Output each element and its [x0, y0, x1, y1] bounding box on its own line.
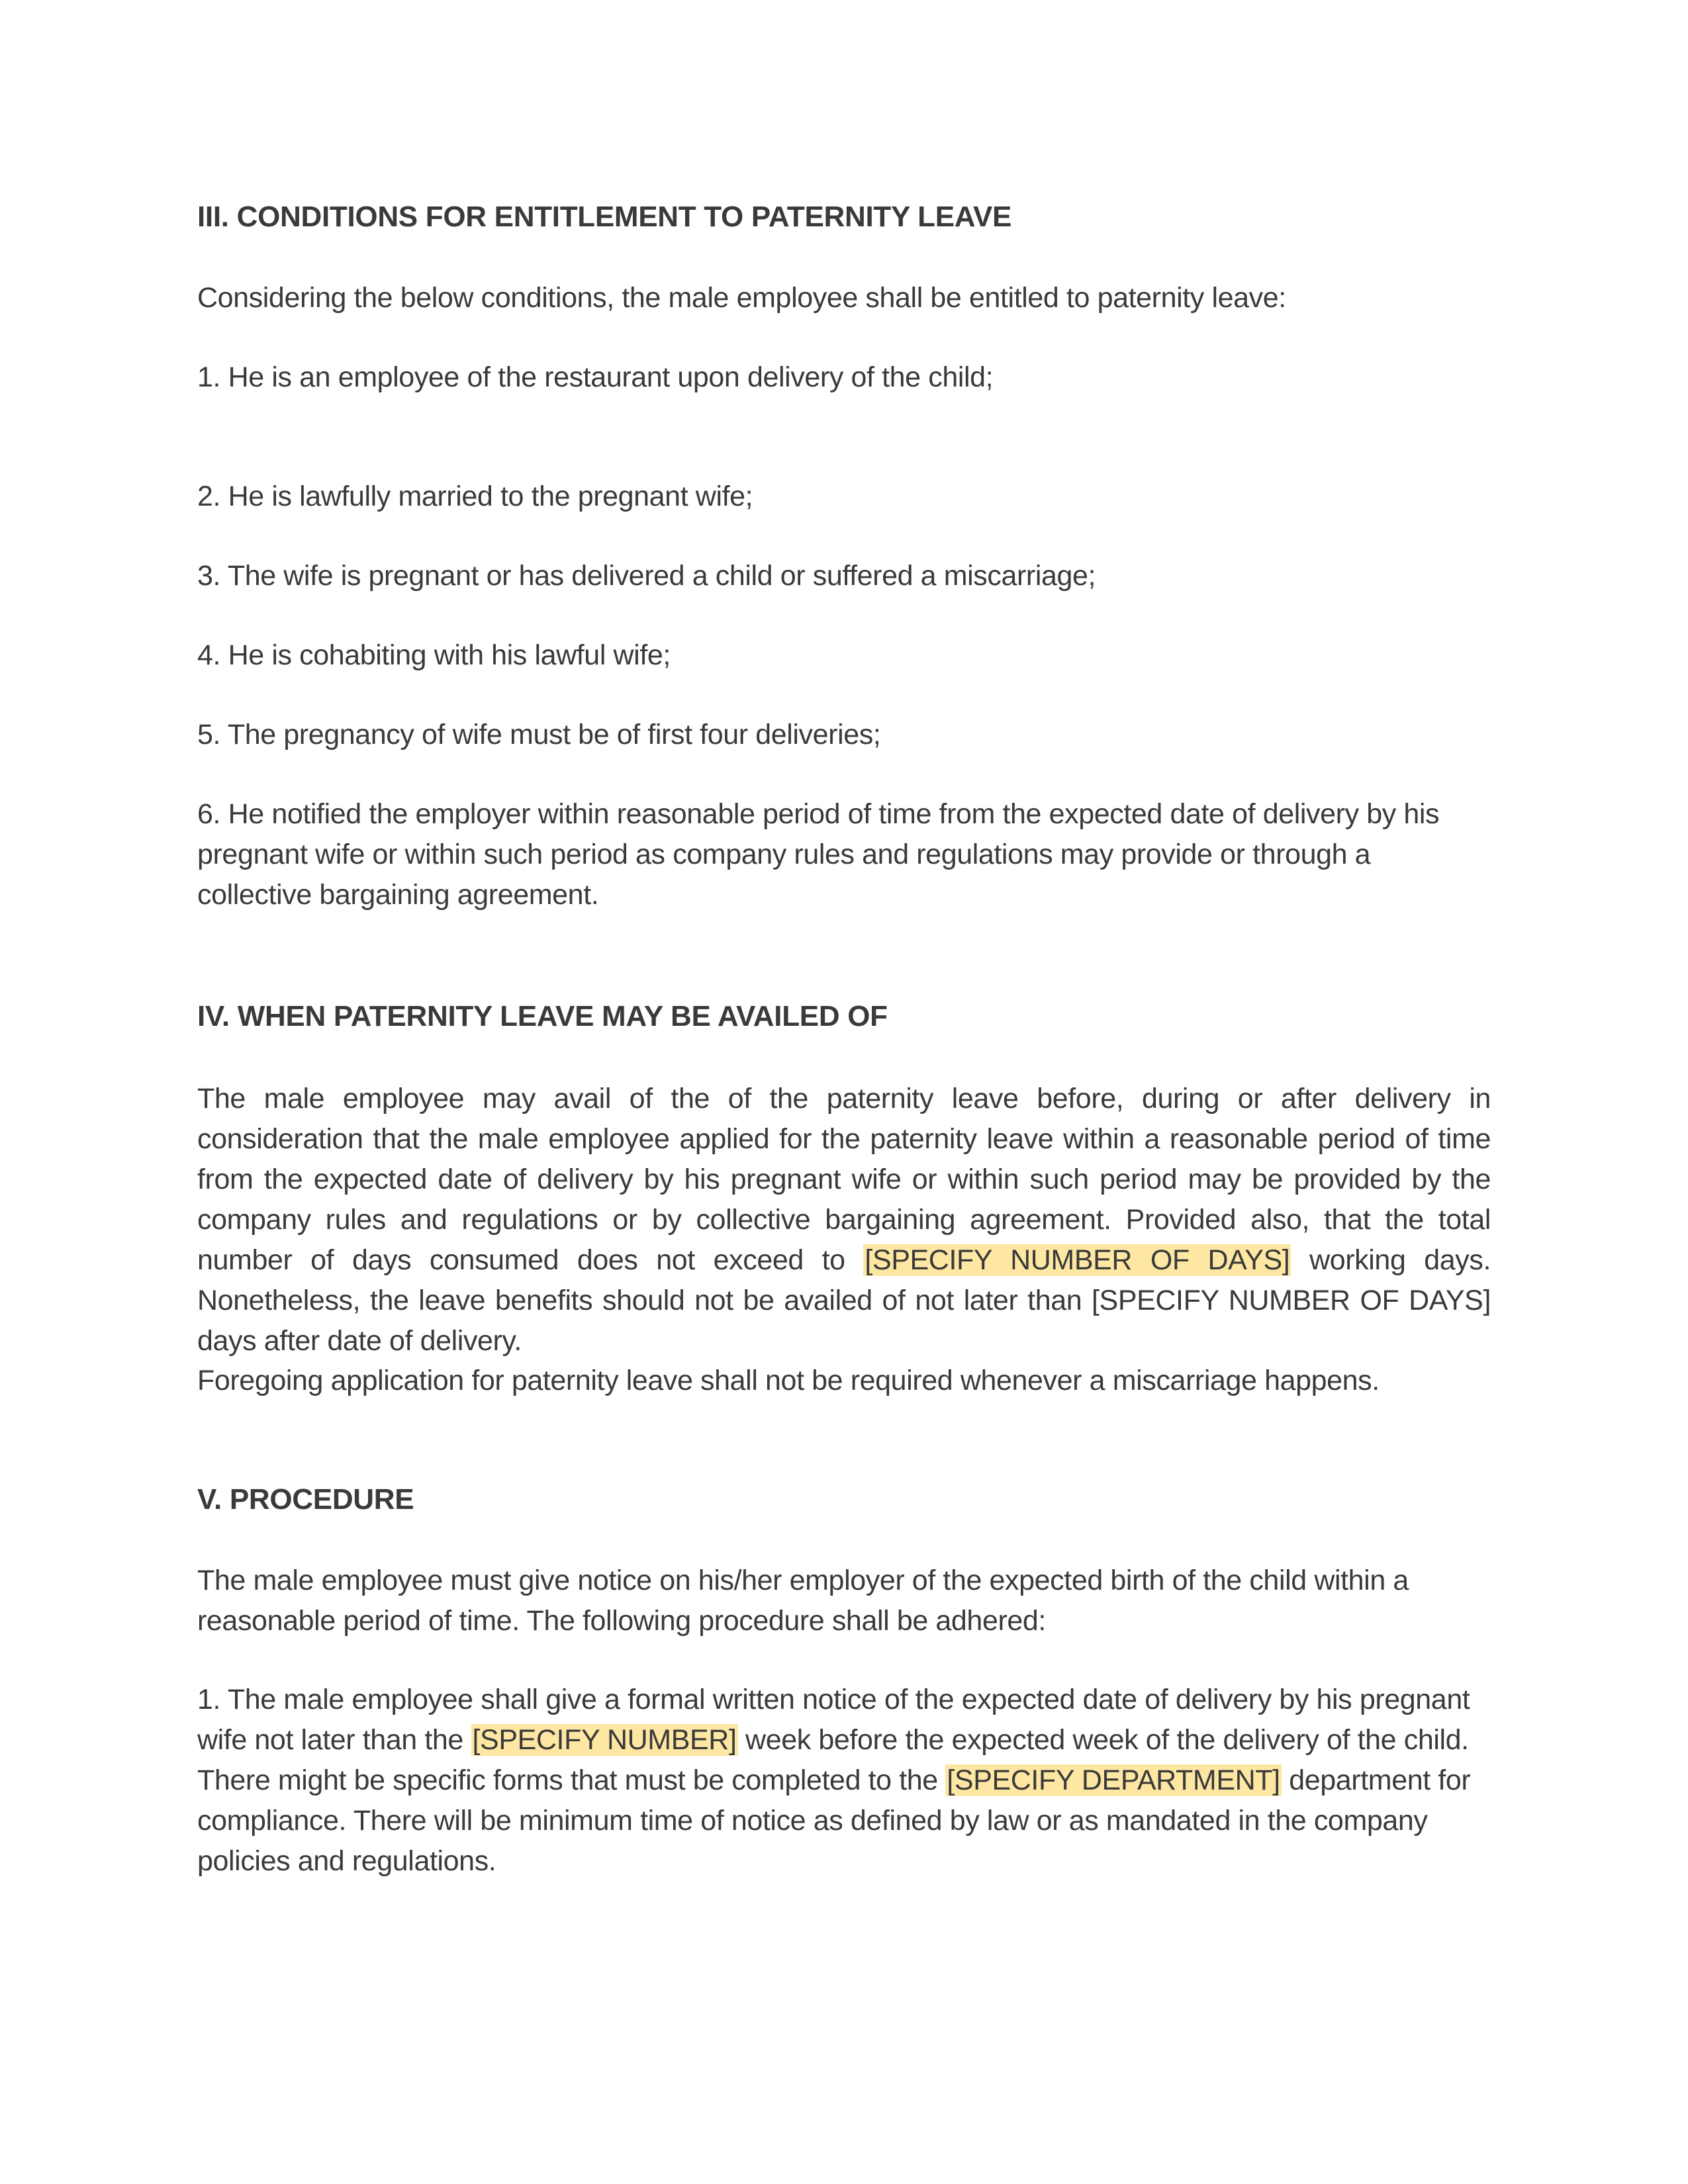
section-4-paragraph-1 [197, 1079, 1491, 1361]
condition-item-6: 6. He notified the employer within reasonable period of time from the expected date of delivery by his pregnant wife or within such period as company rules and regulations may provide or through a collective bargaining agreement. [197, 798, 1440, 911]
procedure-text-part-1: 1. The male employee shall give a formal written notice of the expected date of delivery by his pregnant wife not later than the [197, 1684, 1470, 1756]
condition-item-4: 4. He is cohabiting with his lawful wife; [197, 639, 671, 671]
section-5-heading: V. PROCEDURE [197, 1483, 414, 1516]
section-5-intro: The male employee must give notice on his/her employer of the expected birth of the child within a reasonable period of time. The following procedure shall be adhered: [197, 1565, 1409, 1637]
condition-item-2: 2. He is lawfully married to the pregnant wife; [197, 480, 753, 512]
placeholder-number-of-days: [SPECIFY NUMBER OF DAYS] [865, 1244, 1290, 1276]
section-4-paragraph-2: Foregoing application for paternity leave shall not be required whenever a miscarriage happens. [197, 1365, 1380, 1396]
section-4-text-part-1: The male employee may avail of the of the paternity leave before, during or after delivery in consideration that the male employee applied for the paternity leave within a reasonable period of time from the expected date of delivery by his pregnant wife or within such period may be provided by the company rules and regulations or by collective bargaining agreement. Provided also, that the total number of days consumed does not exceed to [197, 1083, 1491, 1276]
condition-item-5: 5. The pregnancy of wife must be of first four deliveries; [197, 719, 881, 751]
section-3-intro: Considering the below conditions, the male employee shall be entitled to paternity leave: [197, 282, 1286, 314]
section-3-heading: III. CONDITIONS FOR ENTITLEMENT TO PATERNITY LEAVE [197, 201, 1012, 233]
procedure-item-1 [197, 1680, 1491, 1882]
section-4-heading: IV. WHEN PATERNITY LEAVE MAY BE AVAILED OF [197, 1000, 888, 1032]
procedure-text-part-2: week before the expected week of the delivery of the child. There might be specific forms that must be completed to the [197, 1724, 1469, 1796]
placeholder-specify-number: [SPECIFY NUMBER] [472, 1724, 737, 1756]
condition-item-1: 1. He is an employee of the restaurant upon delivery of the child; [197, 361, 994, 393]
condition-item-3: 3. The wife is pregnant or has delivered a child or suffered a miscarriage; [197, 560, 1096, 592]
placeholder-specify-department: [SPECIFY DEPARTMENT] [947, 1764, 1280, 1796]
section-4-text-part-2: working days. Nonetheless, the leave benefits should not be availed of not later than [SPECIFY NUMBER OF DAYS] days after date of delivery. [197, 1244, 1491, 1357]
procedure-text-part-3: department for compliance. There will be minimum time of notice as defined by law or as mandated in the company policies and regulations. [197, 1764, 1471, 1877]
